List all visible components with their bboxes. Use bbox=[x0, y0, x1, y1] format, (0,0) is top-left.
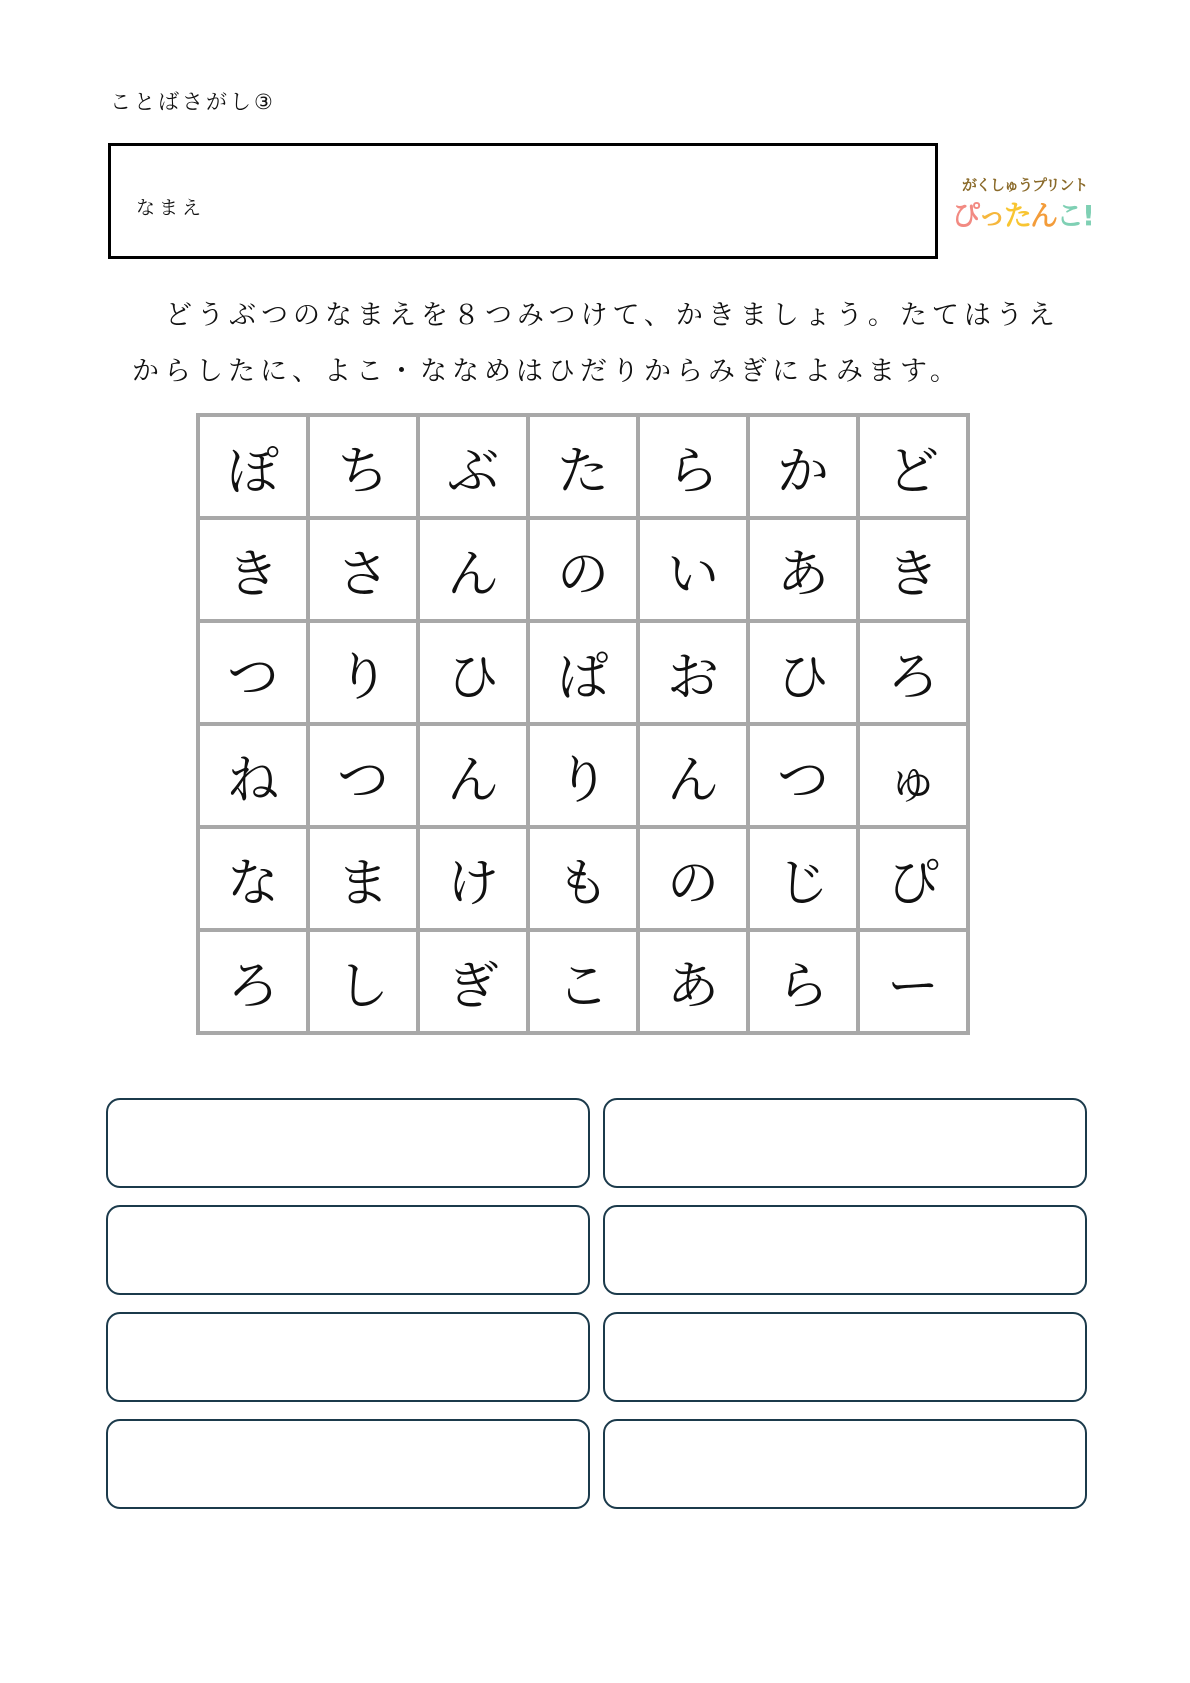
answer-box[interactable] bbox=[603, 1419, 1087, 1509]
instruction-text bbox=[132, 288, 1082, 400]
grid-cell[interactable]: の bbox=[528, 518, 638, 621]
grid-cell[interactable]: ぶ bbox=[418, 415, 528, 518]
instruction-line-2: からしたに、よこ・ななめはひだりからみぎによみます。 bbox=[132, 356, 962, 387]
grid-cell[interactable]: つ bbox=[748, 724, 858, 827]
grid-cell[interactable]: こ bbox=[528, 930, 638, 1033]
grid-cell[interactable]: ら bbox=[748, 930, 858, 1033]
grid-cell[interactable]: あ bbox=[638, 930, 748, 1033]
answer-boxes bbox=[106, 1098, 1087, 1509]
answer-box[interactable] bbox=[106, 1312, 590, 1402]
grid-cell[interactable]: ろ bbox=[198, 930, 308, 1033]
grid-cell[interactable]: た bbox=[528, 415, 638, 518]
grid-cell[interactable]: ん bbox=[638, 724, 748, 827]
grid-cell[interactable]: ー bbox=[858, 930, 968, 1033]
grid-row bbox=[198, 827, 968, 930]
grid-cell[interactable]: ま bbox=[308, 827, 418, 930]
grid-cell[interactable]: ひ bbox=[418, 621, 528, 724]
grid-row bbox=[198, 518, 968, 621]
worksheet-title: ことばさがし③ bbox=[110, 90, 276, 114]
grid-row bbox=[198, 415, 968, 518]
answer-box[interactable] bbox=[603, 1312, 1087, 1402]
grid-cell[interactable]: ぱ bbox=[528, 621, 638, 724]
grid-cell[interactable]: ぽ bbox=[198, 415, 308, 518]
logo-wordmark bbox=[952, 194, 1093, 234]
grid-cell[interactable]: ら bbox=[638, 415, 748, 518]
grid-cell[interactable]: き bbox=[198, 518, 308, 621]
grid-cell[interactable]: の bbox=[638, 827, 748, 930]
grid-row bbox=[198, 621, 968, 724]
grid-cell[interactable]: ぴ bbox=[858, 827, 968, 930]
word-search-grid bbox=[196, 413, 970, 1035]
grid-row bbox=[198, 724, 968, 827]
grid-cell[interactable]: ん bbox=[418, 518, 528, 621]
answer-box[interactable] bbox=[106, 1098, 590, 1188]
grid-cell[interactable]: し bbox=[308, 930, 418, 1033]
grid-cell[interactable]: じ bbox=[748, 827, 858, 930]
grid-cell[interactable]: ぎ bbox=[418, 930, 528, 1033]
grid-cell[interactable]: つ bbox=[198, 621, 308, 724]
name-field[interactable] bbox=[108, 143, 938, 259]
grid-row bbox=[198, 930, 968, 1033]
grid-cell[interactable]: ゅ bbox=[858, 724, 968, 827]
grid-cell[interactable]: さ bbox=[308, 518, 418, 621]
grid-cell[interactable]: ん bbox=[418, 724, 528, 827]
logo-char: ん bbox=[1030, 199, 1057, 232]
grid-cell[interactable]: つ bbox=[308, 724, 418, 827]
grid-cell[interactable]: な bbox=[198, 827, 308, 930]
name-label: なまえ bbox=[136, 197, 206, 219]
instruction-line-1: どうぶつのなまえを８つみつけて、かきましょう。たてはうえ bbox=[165, 300, 1060, 331]
grid-cell[interactable]: ろ bbox=[858, 621, 968, 724]
grid-cell[interactable]: ね bbox=[198, 724, 308, 827]
grid-cell[interactable]: も bbox=[528, 827, 638, 930]
grid-cell[interactable]: あ bbox=[748, 518, 858, 621]
grid-cell[interactable]: ど bbox=[858, 415, 968, 518]
grid-cell[interactable]: い bbox=[638, 518, 748, 621]
grid-cell[interactable]: か bbox=[748, 415, 858, 518]
grid-cell[interactable]: き bbox=[858, 518, 968, 621]
grid-cell[interactable]: け bbox=[418, 827, 528, 930]
grid-cell[interactable]: ひ bbox=[748, 621, 858, 724]
logo-subtitle: がくしゅうプリント bbox=[962, 176, 1088, 194]
answer-box[interactable] bbox=[106, 1205, 590, 1295]
grid-cell[interactable]: り bbox=[308, 621, 418, 724]
logo-char: た bbox=[1004, 199, 1031, 232]
answer-box[interactable] bbox=[603, 1098, 1087, 1188]
answer-box[interactable] bbox=[603, 1205, 1087, 1295]
logo-char: ぴ bbox=[952, 199, 979, 232]
grid-cell[interactable]: お bbox=[638, 621, 748, 724]
logo-char: こ! bbox=[1056, 199, 1093, 232]
grid-cell[interactable]: ち bbox=[308, 415, 418, 518]
brand-logo bbox=[948, 170, 1098, 236]
answer-box[interactable] bbox=[106, 1419, 590, 1509]
grid-cell[interactable]: り bbox=[528, 724, 638, 827]
logo-char: っ bbox=[978, 199, 1005, 232]
